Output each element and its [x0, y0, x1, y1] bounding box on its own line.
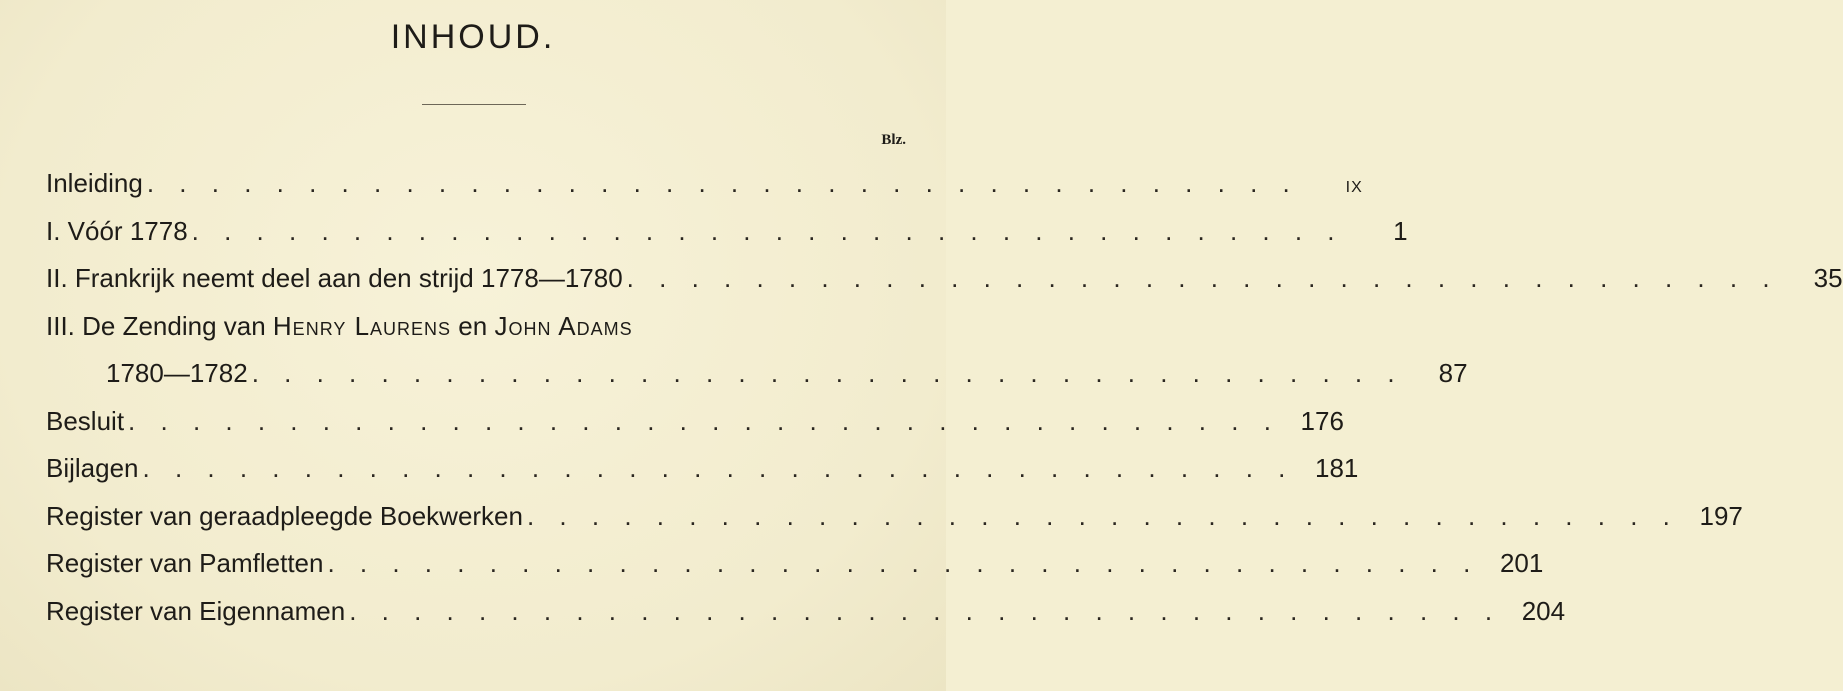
- toc-entry-page: 176: [1300, 405, 1344, 436]
- toc-entry-page: 204: [1521, 595, 1566, 626]
- dot-leader: . . . . . . . . . . . . . . . . . . . . . . . . . . . . . . . . . . . .: [146, 168, 1299, 198]
- toc-entry-page: 201: [1499, 548, 1544, 578]
- toc-entry-page: 87: [1438, 358, 1468, 388]
- toc-entry-label-part: en: [451, 310, 495, 341]
- dot-leader: . . . . . . . . . . . . . . . . . . . . . . . . . . . . . . . . . . . .: [327, 548, 1480, 578]
- toc-entry-inleiding: [46, 160, 1363, 208]
- dot-leader: . . . . . . . . . . . . . . . . . . . . . . . . . . . . . . . . . . . .: [349, 595, 1502, 626]
- dot-leader: . . . . . . . . . . . . . . . . . . . . . . . . . . . . . . . . . . . .: [191, 215, 1344, 246]
- toc-entry-label: Register van geraadpleegde Boekwerken: [46, 500, 523, 531]
- page-title: INHOUD.: [390, 18, 556, 56]
- dot-leader: . . . . . . . . . . . . . . . . . . . . . . . . . . . . . . . . . . . .: [128, 405, 1280, 436]
- toc-entry-label: II. Frankrijk neemt deel aan den strijd 1778—1780: [46, 263, 623, 293]
- dot-leader: . . . . . . . . . . . . . . . . . . . . . . . . . . . . . . . . . . . .: [251, 358, 1404, 388]
- toc-entry-zending-line2: [46, 350, 1468, 398]
- toc-entry-voor-1778: [46, 208, 1408, 256]
- toc-entry-person-name: John Adams: [494, 310, 633, 341]
- title-divider: [422, 104, 526, 105]
- toc-entry-label: Register van Eigennamen: [46, 595, 346, 626]
- toc-entry-label: 1780—1782: [106, 358, 248, 388]
- toc-entry-label: [46, 303, 633, 351]
- toc-entry-zending-line1: [46, 303, 908, 351]
- toc-entry-label-part: III. De Zending van: [46, 310, 273, 341]
- toc-entry-page: 181: [1315, 453, 1359, 483]
- dot-leader: . . . . . . . . . . . . . . . . . . . . . . . . . . . . . . . . . . . .: [526, 500, 1679, 531]
- toc-entry-label: Bijlagen: [46, 453, 139, 483]
- toc-entry-page: IX: [1345, 179, 1363, 196]
- table-of-contents: [46, 160, 1843, 635]
- page-column-header: Blz.: [881, 132, 906, 148]
- toc-entry-person-name: Henry Laurens: [272, 310, 452, 341]
- toc-entry-besluit: [46, 398, 1344, 446]
- toc-entry-register-eigennamen: [46, 588, 1566, 636]
- toc-entry-label: I. Vóór 1778: [46, 215, 188, 246]
- toc-entry-label: Besluit: [46, 405, 125, 436]
- toc-entry-bijlagen: [46, 445, 1359, 493]
- toc-entry-page: 1: [1393, 215, 1408, 246]
- dot-leader: . . . . . . . . . . . . . . . . . . . . . . . . . . . . . . . . . . . .: [626, 263, 1779, 293]
- toc-entry-register-boekwerken: [46, 493, 1743, 541]
- toc-entry-page: 35: [1813, 263, 1843, 293]
- toc-entry-page: 197: [1699, 500, 1743, 531]
- dot-leader: . . . . . . . . . . . . . . . . . . . . . . . . . . . . . . . . . . . .: [142, 453, 1295, 483]
- toc-entry-label: Register van Pamfletten: [46, 548, 324, 578]
- toc-entry-register-pamfletten: [46, 540, 1544, 588]
- toc-entry-label: Inleiding: [46, 168, 143, 198]
- toc-entry-frankrijk: [46, 255, 1843, 303]
